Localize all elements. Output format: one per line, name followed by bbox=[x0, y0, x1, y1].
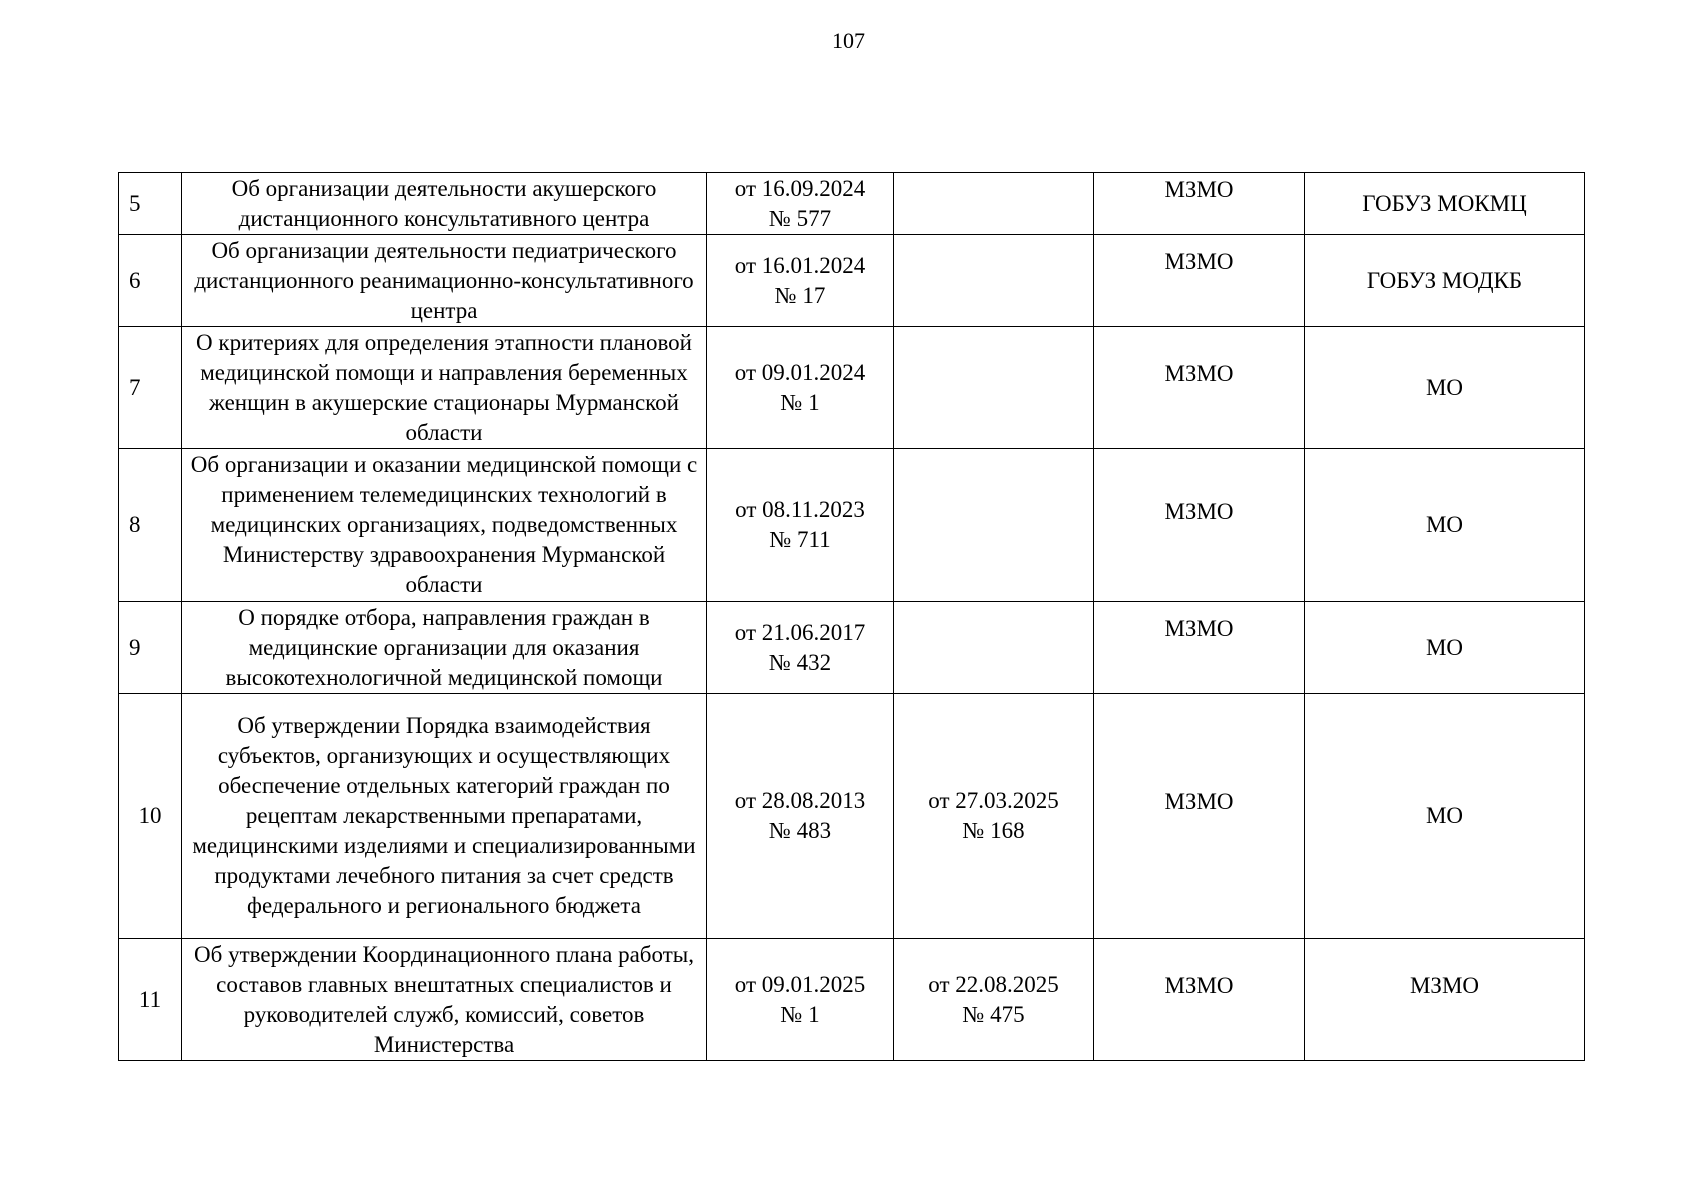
document-date: от 09.01.2025 bbox=[734, 971, 866, 997]
issuing-authority: МЗМО bbox=[1094, 173, 1305, 235]
table-row bbox=[119, 173, 1585, 235]
issuing-authority: МЗМО bbox=[1094, 694, 1305, 939]
page-number: 107 bbox=[832, 28, 865, 53]
issuing-authority: МЗМО bbox=[1094, 235, 1305, 327]
document-number: № 432 bbox=[768, 649, 832, 675]
document-date: от 21.06.2017 bbox=[734, 619, 866, 645]
document-title: Об утверждении Порядка взаимодействия субъектов, организующих и осуществляющих обеспечение отдельных категорий граждан по рецептам лекарственными препаратами, медицинскими изделиями и специализированными продуктами лечебного питания за счет средств федерального и регионального бюджета bbox=[182, 694, 707, 939]
document-date: от 16.09.2024 bbox=[734, 175, 866, 201]
responsible-organization: МЗМО bbox=[1305, 939, 1585, 1061]
issuing-authority: МЗМО bbox=[1094, 449, 1305, 602]
document-title: О критериях для определения этапности плановой медицинской помощи и направления беременных женщин в акушерские стационары Мурманской области bbox=[182, 327, 707, 449]
document-date-cell bbox=[707, 449, 894, 602]
amendment-number: № 475 bbox=[962, 1001, 1025, 1027]
document-number: № 1 bbox=[780, 389, 820, 415]
document-title: Об организации деятельности акушерского дистанционного консультативного центра bbox=[182, 173, 707, 235]
document-number: № 577 bbox=[768, 205, 832, 231]
document-title: Об утверждении Координационного плана работы, составов главных внештатных специалистов и руководителей служб, комиссий, советов Министерства bbox=[182, 939, 707, 1061]
table-row bbox=[119, 602, 1585, 694]
row-number: 11 bbox=[119, 939, 182, 1061]
amendment-cell bbox=[894, 694, 1094, 939]
row-number: 9 bbox=[119, 602, 182, 694]
issuing-authority: МЗМО bbox=[1094, 327, 1305, 449]
document-date: от 16.01.2024 bbox=[734, 252, 866, 278]
document-date: от 28.08.2013 bbox=[734, 788, 866, 813]
documents-table bbox=[118, 172, 1585, 1061]
document-title: О порядке отбора, направления граждан в медицинские организации для оказания высокотехнологичной медицинской помощи bbox=[182, 602, 707, 694]
document-number: № 711 bbox=[769, 527, 831, 552]
amendment-cell bbox=[894, 327, 1094, 449]
table-row bbox=[119, 235, 1585, 327]
document-date-cell bbox=[707, 939, 894, 1061]
table-row bbox=[119, 939, 1585, 1061]
document-number: № 17 bbox=[774, 282, 826, 308]
amendment-cell bbox=[894, 449, 1094, 602]
table-row bbox=[119, 694, 1585, 939]
document-number: № 1 bbox=[780, 1001, 820, 1027]
document-date: от 08.11.2023 bbox=[735, 497, 865, 522]
table-row bbox=[119, 327, 1585, 449]
document-title: Об организации деятельности педиатрического дистанционного реанимационно-консультативного центра bbox=[182, 235, 707, 327]
amendment-date: от 22.08.2025 bbox=[928, 971, 1059, 997]
amendment-cell bbox=[894, 235, 1094, 327]
amendment-cell bbox=[894, 602, 1094, 694]
amendment-cell bbox=[894, 173, 1094, 235]
responsible-organization: ГОБУЗ МОКМЦ bbox=[1305, 173, 1585, 235]
responsible-organization: МО bbox=[1305, 449, 1585, 602]
responsible-organization: МО bbox=[1305, 694, 1585, 939]
responsible-organization: ГОБУЗ МОДКБ bbox=[1305, 235, 1585, 327]
row-number: 6 bbox=[119, 235, 182, 327]
row-number: 5 bbox=[119, 173, 182, 235]
issuing-authority: МЗМО bbox=[1094, 939, 1305, 1061]
document-date-cell bbox=[707, 173, 894, 235]
amendment-cell bbox=[894, 939, 1094, 1061]
document-date-cell bbox=[707, 327, 894, 449]
document-title: Об организации и оказании медицинской помощи с применением телемедицинских технологий в медицинских организациях, подведомственных Министерству здравоохранения Мурманской области bbox=[182, 449, 707, 602]
amendment-number: № 168 bbox=[962, 818, 1025, 843]
document-date-cell bbox=[707, 694, 894, 939]
document-date-cell bbox=[707, 235, 894, 327]
responsible-organization: МО bbox=[1305, 602, 1585, 694]
table-row bbox=[119, 449, 1585, 602]
row-number: 7 bbox=[119, 327, 182, 449]
document-date: от 09.01.2024 bbox=[734, 359, 866, 385]
issuing-authority: МЗМО bbox=[1094, 602, 1305, 694]
document-number: № 483 bbox=[768, 818, 832, 843]
row-number: 10 bbox=[119, 694, 182, 939]
document-date-cell bbox=[707, 602, 894, 694]
amendment-date: от 27.03.2025 bbox=[928, 788, 1059, 813]
row-number: 8 bbox=[119, 449, 182, 602]
responsible-organization: МО bbox=[1305, 327, 1585, 449]
